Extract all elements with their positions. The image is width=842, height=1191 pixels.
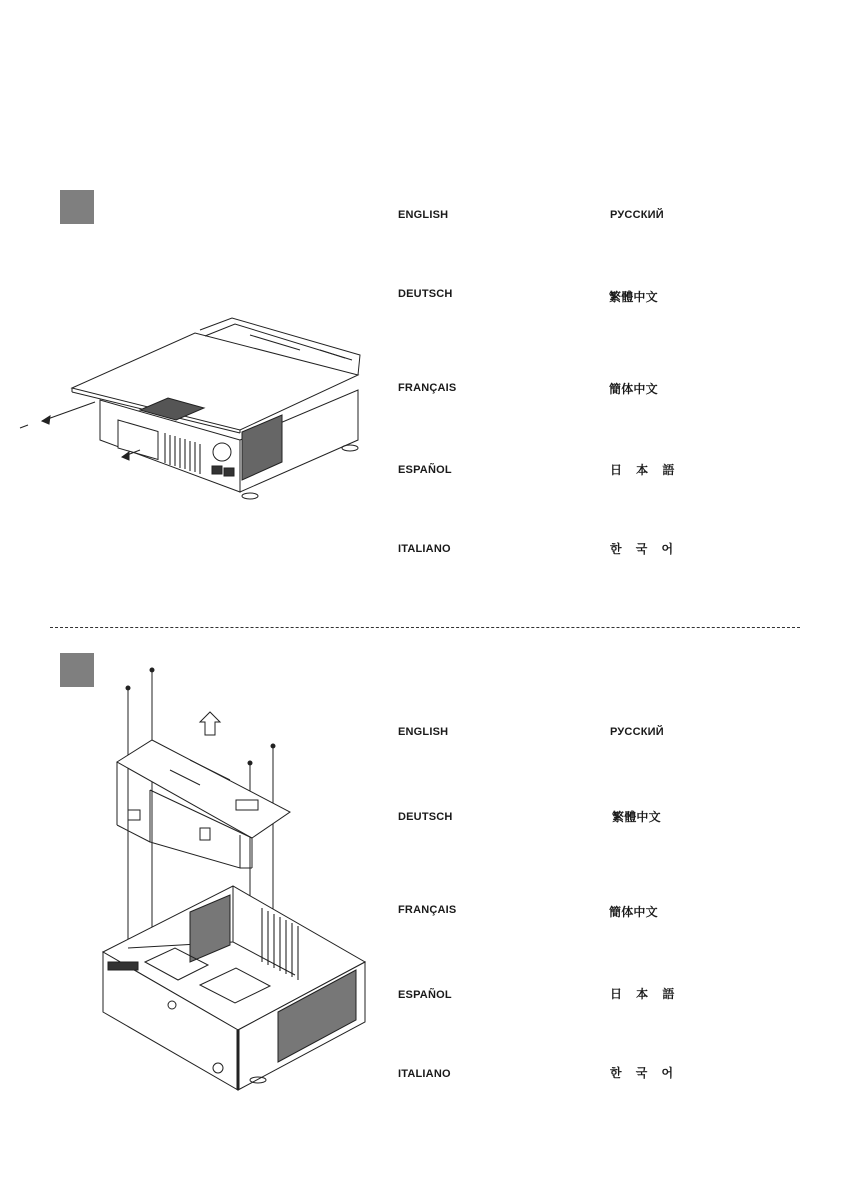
lang-label-russian-1: РУССКИЙ	[610, 209, 664, 221]
lang-label-japanese-2: 日 本 語	[610, 987, 680, 1001]
lang-label-espanol-1: ESPAÑOL	[398, 464, 452, 476]
lang-label-francais-1: FRANÇAIS	[398, 382, 457, 394]
lang-label-simplified-chinese-1: 簡体中文	[609, 382, 658, 396]
lang-label-korean-2: 한 국 어	[610, 1066, 679, 1080]
lang-label-japanese-1: 日 本 語	[610, 463, 680, 477]
lang-label-english-2: ENGLISH	[398, 726, 449, 738]
lang-label-english-1: ENGLISH	[398, 209, 449, 221]
lang-label-deutsch-2: DEUTSCH	[398, 811, 453, 823]
lang-label-francais-2: FRANÇAIS	[398, 904, 457, 916]
lang-label-simplified-chinese-2: 簡体中文	[609, 905, 658, 919]
lang-label-espanol-2: ESPAÑOL	[398, 989, 452, 1001]
lang-label-traditional-chinese-1: 繁體中文	[609, 290, 658, 304]
lang-label-deutsch-1: DEUTSCH	[398, 288, 453, 300]
lang-label-traditional-chinese-2: 繁體中文	[612, 810, 661, 824]
lang-label-korean-1: 한 국 어	[610, 542, 679, 556]
lang-label-italiano-2: ITALIANO	[398, 1068, 451, 1080]
lang-label-russian-2: РУССКИЙ	[610, 726, 664, 738]
lang-label-italiano-1: ITALIANO	[398, 543, 451, 555]
